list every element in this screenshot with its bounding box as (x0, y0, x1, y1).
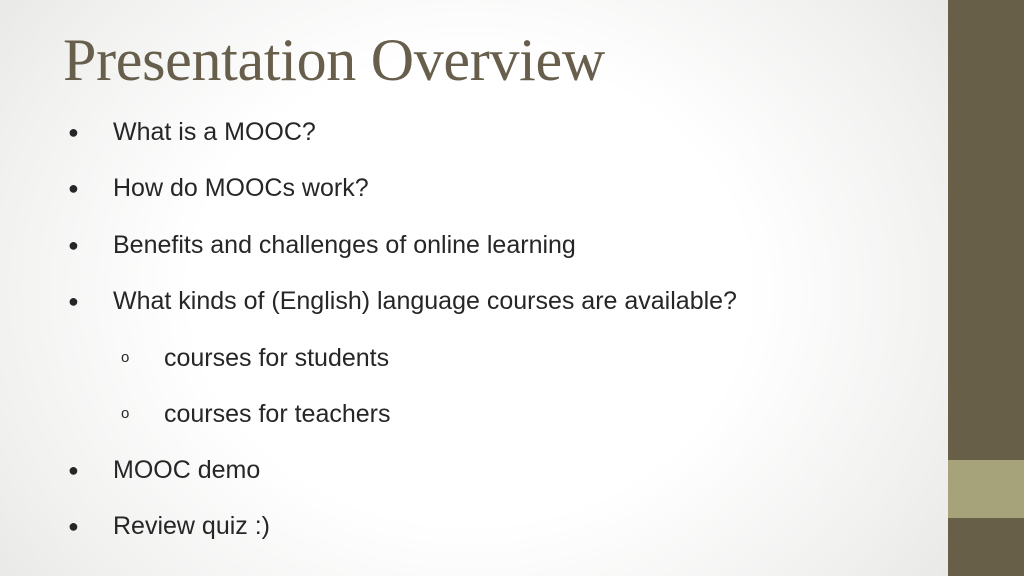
bullet-dot-icon: ● (68, 291, 79, 311)
sub-bullet-circle-icon: o (121, 349, 130, 366)
bullet-text: What kinds of (English) language courses are available? (113, 287, 737, 315)
bullet-text: What is a MOOC? (113, 118, 316, 146)
bullet-dot-icon: ● (68, 178, 79, 198)
sub-bullet-text: courses for teachers (164, 400, 391, 428)
sub-bullet-text: courses for students (164, 344, 390, 372)
slide-title: Presentation Overview (63, 27, 605, 93)
bullet-dot-icon: ● (68, 122, 79, 142)
bullet-text: Review quiz :) (113, 512, 270, 540)
bullet-dot-icon: ● (68, 460, 79, 480)
bullet-dot-icon: ● (68, 235, 79, 255)
sub-bullet-circle-icon: o (121, 405, 130, 422)
bullet-text: Benefits and challenges of online learning (113, 231, 576, 259)
bullet-text: How do MOOCs work? (113, 174, 369, 202)
bullet-dot-icon: ● (68, 516, 79, 536)
side-bar-accent-block (948, 460, 1024, 518)
bullet-text: MOOC demo (113, 456, 261, 484)
